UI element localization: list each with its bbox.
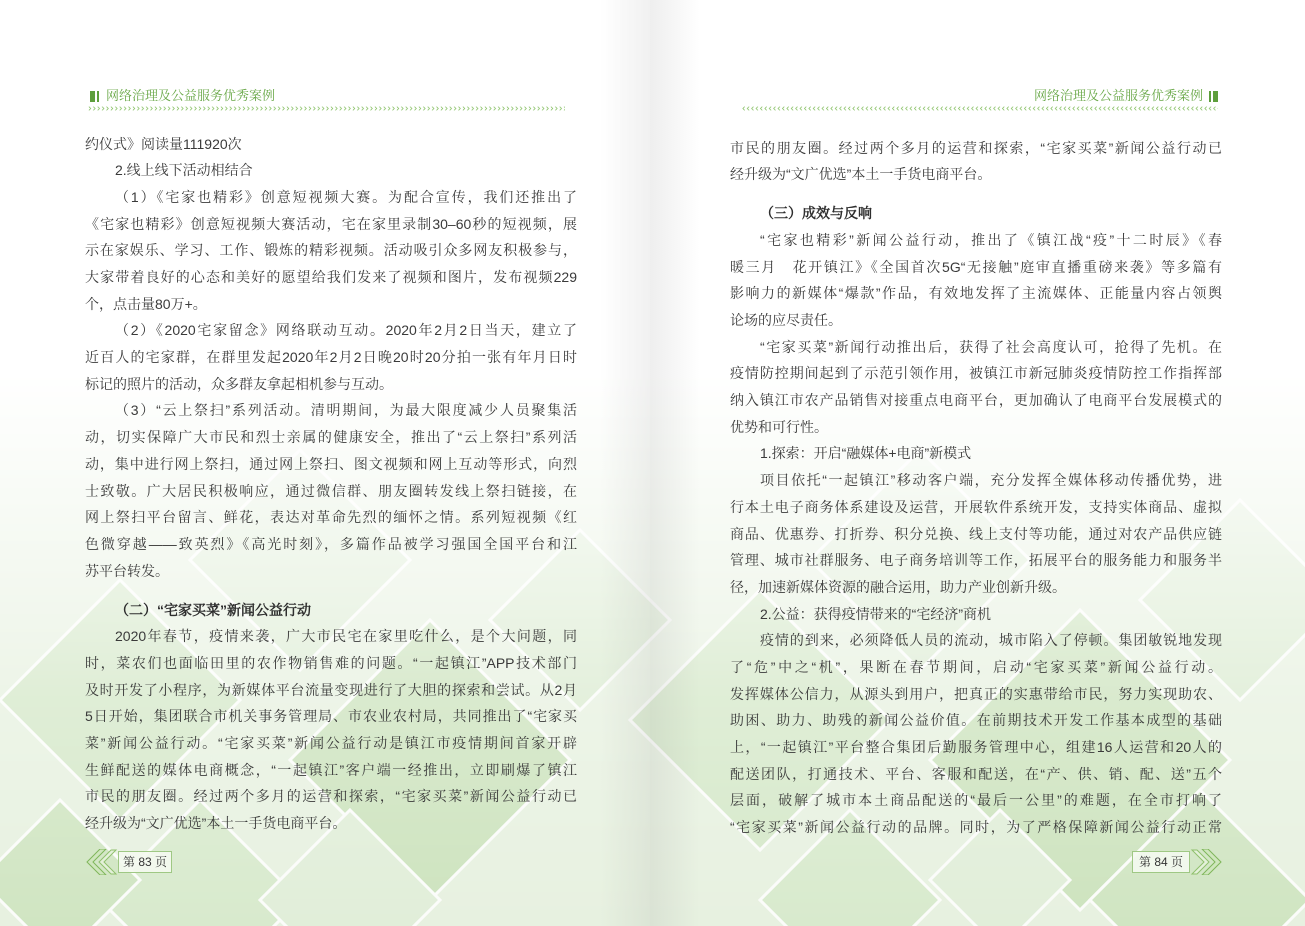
text-line: 疫情的到来，必须降低人员的流动，城市陷入了停顿。集团敏锐地发现 [760,632,1222,649]
right-page-footer [1132,849,1222,875]
text-line: 菜”新闻公益行动。“宅家买菜”新闻公益行动是镇江市疫情期间首家开辟 [85,735,577,752]
text-line: 管理、城市社群服务、电子商务培训等工作，拓展平台的服务能力和服务半 [730,552,1222,569]
chevron-left-icon [86,849,120,875]
text-line: 生鲜配送的媒体电商概念，“一起镇江”客户端一经推出，立即刷爆了镇江 [85,761,577,778]
text-line: 《宅家也精彩》创意短视频大赛活动，宅在家里录制30–60秒的短视频，展 [85,215,577,232]
text-line: 5日开始，集团联合市机关事务管理局、市农业农村局，共同推出了“宅家买 [85,708,577,725]
paragraph [730,227,1222,334]
left-gutter-shadow [600,0,650,926]
page-number: 第 84 页 [1132,851,1190,873]
text-line: 论场的应尽责任。 [730,312,842,329]
text-line: 径，加速新媒体资源的融合运用，助力产业创新升级。 [730,578,1066,595]
text-line: “宅家买菜”新闻行动推出后，获得了社会高度认可，抢得了先机。在 [760,338,1222,355]
text-line: 标记的照片的活动，众多群友拿起相机参与互动。 [85,375,393,392]
text-line: 市民的朋友圈。经过两个多月的运营和探索，“宅家买菜”新闻公益行动已 [85,788,577,805]
paragraph [85,623,577,837]
text-line: 示在家娱乐、学习、工作、锻炼的精彩视频。活动吸引众多网友积极参与， [85,242,577,259]
right-header-chevron-divider [742,106,1218,111]
left-running-header [90,88,275,104]
text-line: “宅家买菜”新闻公益行动的品牌。同时，为了严格保障新闻公益行动正常 [730,819,1222,836]
paragraph [730,135,1222,188]
header-bar-icon [1209,88,1218,104]
text-line: 纳入镇江市农产品销售对接重点电商平台，更加确认了电商平台发展模式的 [730,392,1222,409]
paragraph [85,184,577,317]
text-line: 优势和可行性。 [730,418,828,435]
header-bar-icon [90,88,99,104]
text-line: 助困、助力、助残的新闻公益价值。在前期技术开发工作基本成型的基础 [730,712,1222,729]
text-line: 近百人的宅家群，在群里发起2020年2月2日晚20时20分拍一张有年月日时 [85,349,577,366]
right-page-body [730,135,1222,841]
paragraph [730,627,1222,841]
subsection-heading [730,440,1222,467]
left-page-footer [86,849,172,875]
text-line: 苏平台转发。 [85,562,169,579]
text-line: “宅家也精彩”新闻公益行动，推出了《镇江战“疫”十二时辰》《春 [760,231,1222,248]
section-heading [85,597,577,624]
text-line: 疫情防控期间起到了示范引领作用，被镇江市新冠肺炎疫情防控工作指挥部 [730,365,1222,382]
text-line: 了“危”中之“机”，果断在春节期间，启动“宅家买菜”新闻公益行动。 [730,658,1222,675]
text-line: 个，点击量80万+。 [85,295,207,312]
left-page-body [85,131,577,837]
text-line: 层面，破解了城市本土商品配送的“最后一公里”的难题，在全市打响了 [730,792,1222,809]
text-line: 2020年春节，疫情来袭，广大市民宅在家里吃什么，是个大问题，同 [115,628,577,645]
text-line: 及时开发了小程序，为新媒体平台流量变现进行了大胆的探索和尝试。从2月 [85,681,577,698]
text-line: 2.公益：获得疫情带来的“宅经济”商机 [760,605,991,622]
text-line: 动，切实保障广大市民和烈士亲属的健康安全，推出了“云上祭扫”系列活 [85,429,577,446]
header-title: 网络治理及公益服务优秀案例 [1033,88,1203,103]
subsection-heading [730,601,1222,628]
text-line: 项目依托“一起镇江”移动客户端，充分发挥全媒体移动传播优势，进 [760,472,1222,489]
text-line: 影响力的新媒体“爆款”作品，有效地发挥了主流媒体、正能量内容占领舆 [730,285,1222,302]
text-line: 士致敬。广大居民积极响应，通过微信群、朋友圈转发线上祭扫链接，在 [85,482,577,499]
text-line: 大家带着良好的心态和美好的愿望给我们发来了视频和图片，发布视频229 [85,269,577,286]
page-number: 第 83 页 [118,851,172,873]
text-line: （2）《2020宅家留念》网络联动互动。2020年2月2日当天，建立了 [115,322,577,339]
subsection-heading [85,157,577,184]
paragraph [85,397,577,584]
header-title: 网络治理及公益服务优秀案例 [106,88,276,103]
paragraph [85,317,577,397]
text-line: 1.探索：开启“融媒体+电商”新模式 [760,445,972,462]
text-line: 商品、优惠券、打折券、积分兑换、线上支付等功能，通过对农产品供应链 [730,525,1222,542]
section-heading [730,200,1222,227]
text-line: 行本土电子商务体系建设及运营，开展软件系统开发，支持实体商品、虚拟 [730,498,1222,515]
section-heading-text: （二）“宅家买菜”新闻公益行动 [115,601,311,618]
text-line: 经升级为“文广优选”本土一手货电商平台。 [730,166,992,183]
text-line: 时，菜农们也面临田里的农作物销售难的问题。“一起镇江”APP技术部门 [85,654,577,671]
right-running-header [1034,88,1218,104]
paragraph [85,131,577,158]
text-line: 动，集中进行网上祭扫，通过网上祭扫、图文视频和网上互动等形式，向烈 [85,455,577,472]
chevron-right-icon [1188,849,1222,875]
text-line: 配送团队，打通技术、平台、客服和配送，在“产、供、销、配、送”五个 [730,765,1222,782]
text-line: 市民的朋友圈。经过两个多月的运营和探索，“宅家买菜”新闻公益行动已 [730,139,1222,156]
text-line: 上，“一起镇江”平台整合集团后勤服务管理中心，组建16人运营和20人的 [730,739,1222,756]
section-heading-text: （三）成效与反响 [760,205,872,222]
paragraph [730,334,1222,441]
text-line: 网上祭扫平台留言、鲜花，表达对革命先烈的缅怀之情。系列短视频《红 [85,509,577,526]
text-line: 发挥媒体公信力，从源头到用户，把真正的实惠带给市民，努力实现助农、 [730,685,1222,702]
text-line: 色微穿越——致英烈》《高光时刻》，多篇作品被学习强国全国平台和江 [85,535,577,552]
text-line: （1）《宅家也精彩》创意短视频大赛。为配合宣传，我们还推出了 [115,188,577,205]
left-header-chevron-divider [88,106,565,111]
text-line: 经升级为“文广优选”本土一手货电商平台。 [85,815,347,832]
paragraph [730,467,1222,600]
text-line: （3）“云上祭扫”系列活动。清明期间，为最大限度减少人员聚集活 [115,402,577,419]
text-line: 2.线上线下活动相结合 [115,162,253,179]
right-gutter-shadow [650,0,700,926]
text-line: 暖三月 花开镇江》《全国首次5G“无接触”庭审直播重磅来袭》等多篇有 [730,258,1222,275]
text-line: 约仪式》阅读量111920次 [85,135,242,152]
